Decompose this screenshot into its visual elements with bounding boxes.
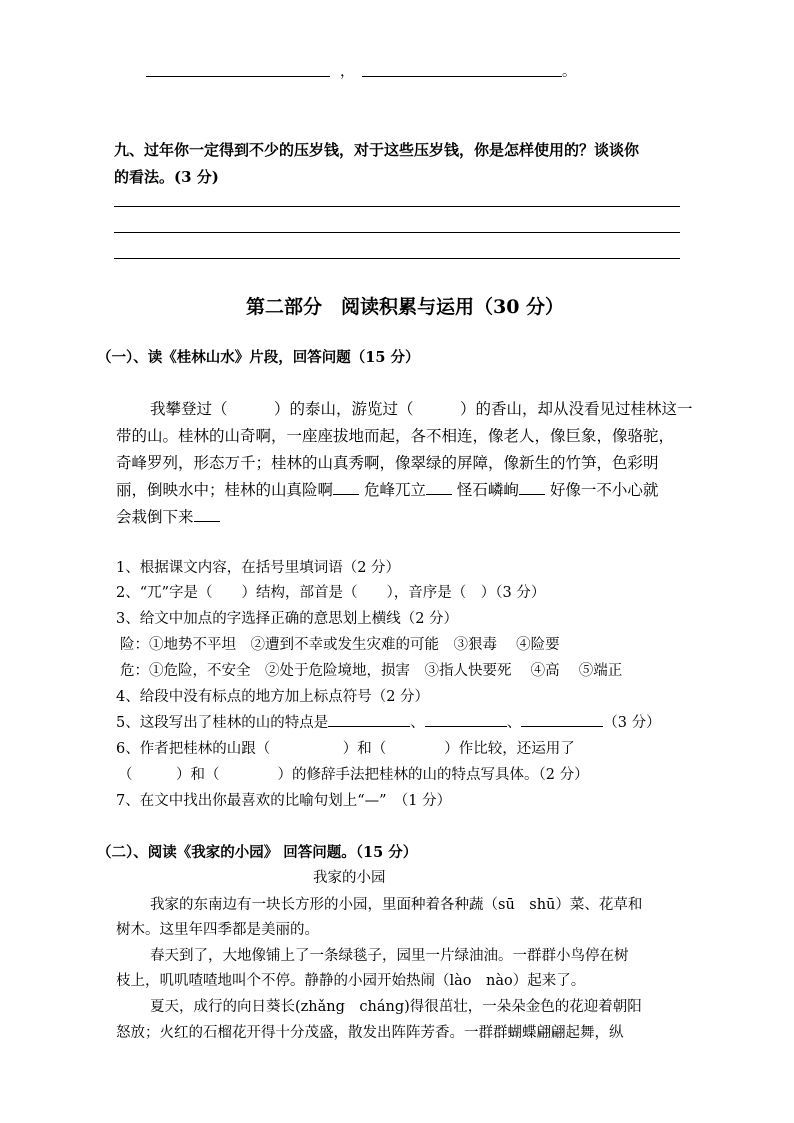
story-title: 我家的小园 — [313, 870, 386, 886]
part-2-title: 第二部分 阅读积累与运用（30 分） — [246, 296, 565, 318]
passage-line: 带的山。桂林的山奇啊，一座座拔地而起，各不相连，像老人，像巨象，像骆驼， — [116, 427, 675, 445]
answer-line[interactable] — [114, 232, 680, 233]
section-1-heading: （一）、读《桂林山水》片段，回答问题（15 分） — [97, 349, 420, 366]
passage-line — [116, 478, 658, 500]
separator: 、 — [506, 715, 522, 731]
story-line: 夏天，成行的向日葵长(zhǎng cháng)得很茁壮，一朵朵金色的花迎着朝阳 — [150, 999, 642, 1015]
story-line: 春天到了，大地像铺上了一条绿毯子，园里一片绿油油。一群群小鸟停在树 — [150, 948, 629, 964]
answer-blank[interactable] — [425, 712, 507, 728]
question-2: 2、“兀”字是（ ）结构，部首是（ ），音序是（ ）（3 分） — [116, 585, 546, 601]
question-3-xian-options: 险：①地势不平坦 ②遭到不幸或发生灾难的可能 ③狠毒 ④险要 — [120, 637, 560, 653]
punctuation-blank[interactable] — [194, 506, 220, 523]
passage-text: 好像一不小心就 — [544, 481, 659, 499]
story-line: 枝上，叽叽喳喳地叫个不停。静静的小园开始热闹（lào nào）起来了。 — [116, 973, 586, 989]
question-6-line-2: （ ）和（ ）的修辞手法把桂林的山的特点写具体。（2 分） — [118, 767, 589, 783]
question-4: 4、给段中没有标点的地方加上标点符号（2 分） — [116, 689, 430, 705]
question-5-prefix: 5、这段写出了桂林的山的特点是 — [116, 715, 329, 731]
question-7: 7、在文中找出你最喜欢的比喻句划上“—” （1 分） — [116, 793, 452, 809]
question-1: 1、根据课文内容，在括号里填词语（2 分） — [116, 560, 401, 576]
question-5-suffix: （3 分） — [603, 715, 661, 731]
passage-text: 危峰兀立 — [359, 481, 426, 499]
passage-line: 我攀登过（ ）的泰山，游览过（ ）的香山，却从没看见过桂林这一 — [150, 400, 693, 418]
question-3-wei-options: 危：①危险，不安全 ②处于危险境地，损害 ③指人快要死 ④高 ⑤端正 — [120, 663, 623, 679]
answer-line[interactable] — [114, 206, 680, 207]
punctuation-blank[interactable] — [333, 479, 359, 496]
question-3: 3、给文中加点的字选择正确的意思划上横线（2 分） — [116, 611, 459, 627]
question-6-line-1: 6、作者把桂林的山跟（ ）和（ ）作比较，还运用了 — [116, 741, 575, 757]
passage-text: 丽，倒映水中；桂林的山真险啊 — [116, 481, 334, 499]
passage-text: 会栽倒下来 — [116, 508, 194, 526]
answer-blank[interactable] — [362, 76, 562, 77]
answer-period: 。 — [562, 64, 577, 80]
punctuation-blank[interactable] — [426, 479, 452, 496]
story-line: 树木。这里年四季都是美丽的。 — [116, 922, 319, 938]
answer-comma: ， — [340, 64, 355, 80]
section-2-heading: （二）、阅读《我家的小园》 回答问题。（15 分） — [97, 844, 418, 861]
passage-text: 怪石嶙峋 — [451, 481, 519, 499]
answer-blank[interactable] — [521, 712, 603, 728]
passage-line: 奇峰罗列，形态万千；桂林的山真秀啊，像翠绿的屏障，像新生的竹笋，色彩明 — [116, 454, 659, 472]
question-9-line-1: 九、过年你一定得到不少的压岁钱，对于这些压岁钱，你是怎样使用的？谈谈你 — [114, 141, 640, 159]
question-9-line-2: 的看法。(3 分) — [114, 168, 219, 186]
question-5 — [116, 711, 661, 732]
answer-blank[interactable] — [328, 712, 410, 728]
answer-blank[interactable] — [146, 76, 330, 77]
punctuation-blank[interactable] — [519, 479, 545, 496]
passage-line — [116, 505, 220, 527]
separator: 、 — [410, 715, 425, 731]
story-line: 我家的东南边有一块长方形的小园，里面种着各种蔬（sū shū）菜、花草和 — [150, 897, 643, 913]
answer-line[interactable] — [114, 258, 680, 259]
story-line: 怒放；火红的石榴花开得十分茂盛，散发出阵阵芳香。一群群蝴蝶翩翩起舞，纵 — [116, 1025, 624, 1041]
